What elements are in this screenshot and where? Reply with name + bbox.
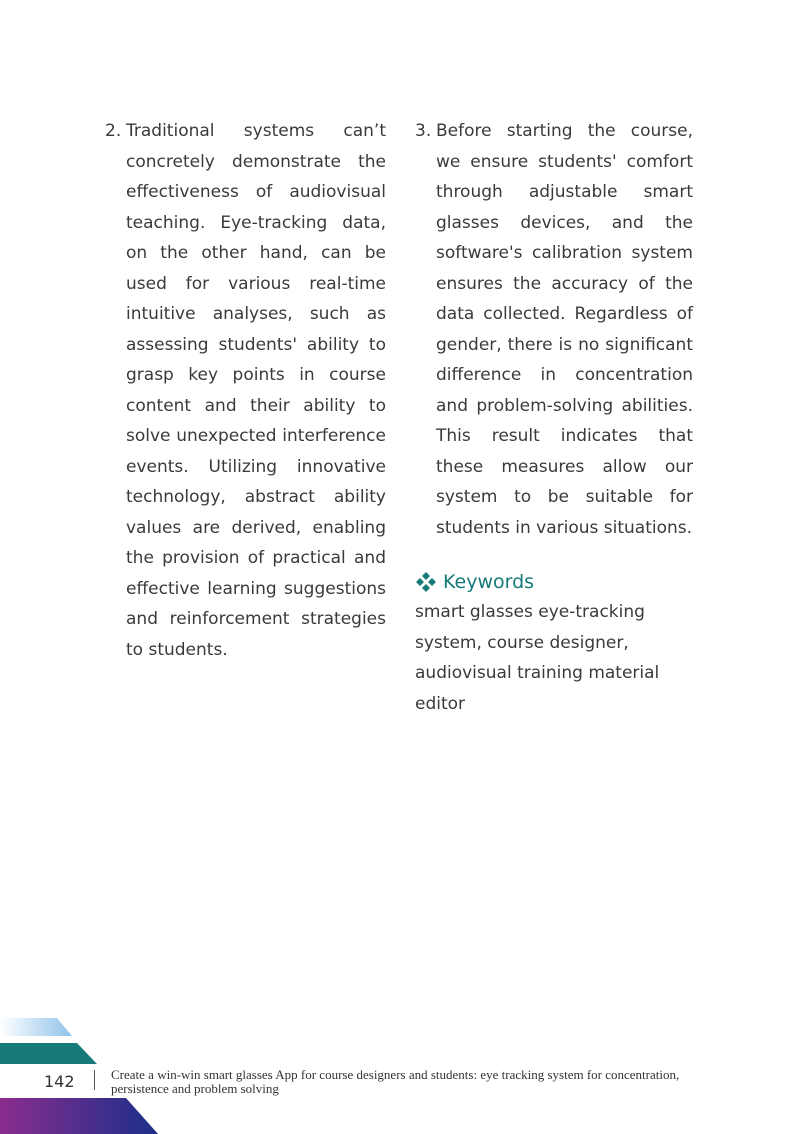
four-diamonds-icon <box>415 571 437 593</box>
list-item-2 <box>105 116 386 665</box>
footer-divider <box>94 1070 95 1090</box>
left-column <box>105 116 386 665</box>
decoration-light-blue-band <box>0 1018 72 1036</box>
keywords-text: smart glasses eye-tracking system, course designer, audiovisual training material editor <box>415 602 660 714</box>
keywords-title: Keywords <box>443 571 535 593</box>
decoration-navy-band <box>0 1098 158 1134</box>
list-item-text: Traditional systems can’t concretely demonstrate the effectiveness of audiovisual teaching. Eye-tracking data, on the other hand, can be used for various real-time intuitive analyses, such as assessing students' ability to grasp key points in course content and their ability to solve unexpected interference events. Utilizing innovative technology, abstract ability values are derived, enabling the provision of practical and effective learning suggestions and reinforcement strategies to students. <box>126 121 386 660</box>
right-column <box>415 116 693 719</box>
page-number: 142 <box>44 1072 75 1091</box>
decoration-teal-band <box>0 1043 97 1064</box>
list-item-number: 3. <box>415 121 432 141</box>
list-item-text: Before starting the course, we ensure students' comfort through adjustable smart glasses devices, and the software's calibration system ensures the accuracy of the data collected. Regardless of gender, there is no significant difference in concentration and problem-solving abilities. This result indicates that these measures allow our system to be suitable for students in various situations. <box>436 121 693 538</box>
keywords-heading <box>415 567 693 597</box>
running-footer-title: Create a win-win smart glasses App for course designers and students: eye tracking system for concentration, persistence and problem solving <box>111 1067 680 1096</box>
list-item-3 <box>415 116 693 543</box>
list-item-number: 2. <box>105 121 122 141</box>
